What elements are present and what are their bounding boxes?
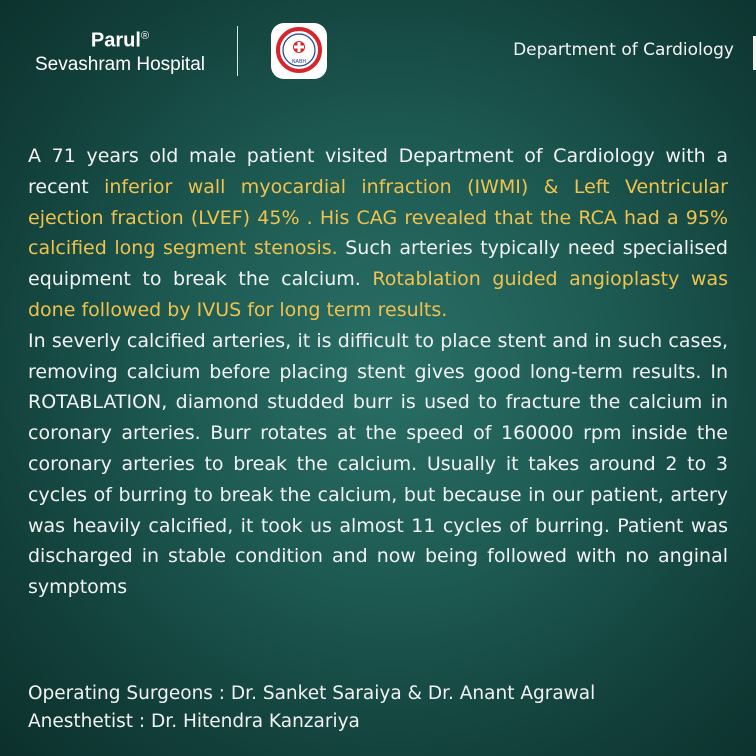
case-description	[28, 141, 728, 603]
p1-highlight-diagnosis: inferior wall myocardial infraction (IWMI) & Left Ventricular ejection fraction (LVEF) 45% . His CAG revealed that the RCA had a 95% calcified long segment stenosis.	[28, 175, 728, 260]
nabh-badge-icon	[271, 23, 327, 79]
logo-divider	[237, 26, 238, 76]
nabh-badge-text: NABH	[291, 59, 307, 65]
credits	[28, 680, 595, 736]
logo-brand	[20, 24, 220, 53]
logo-subtitle: Sevashram Hospital	[34, 53, 206, 75]
p1-intro: A 71 years old male patient visited Department of Cardiology with a recent	[28, 145, 728, 198]
department-title: Department of Cardiology	[513, 40, 734, 60]
case-paragraph-2: In severly calcified arteries, it is difficult to place stent and in such cases, removing calcium before placing stent gives good long-term results. In ROTABLATION, diamond studded burr is used to fracture the calcium in coronary arteries. Burr rotates at the speed of 160000 rpm inside the coronary arteries to break the calcium. Usually it takes around 2 to 3 cycles of burring to break the calcium, but because in our patient, artery was heavily calcified, it took us almost 11 cycles of burring. Patient was discharged in stable condition and now being followed with no anginal symptoms	[28, 329, 728, 599]
anesthetist: Anesthetist : Dr. Hitendra Kanzariya	[28, 711, 360, 732]
case-paragraph-1	[28, 141, 728, 326]
p1-middle: Such arteries typically need specialised equipment to break the calcium.	[28, 237, 728, 291]
p1-highlight-procedure: Rotablation guided angioplasty was done followed by IVUS for long term results.	[28, 268, 729, 321]
registered-mark: ®	[140, 30, 150, 42]
operating-surgeons: Operating Surgeons : Dr. Sanket Saraiya & Dr. Anant Agrawal	[28, 683, 596, 704]
hospital-logo	[20, 24, 220, 77]
logo-brand-text: Parul	[90, 29, 141, 52]
